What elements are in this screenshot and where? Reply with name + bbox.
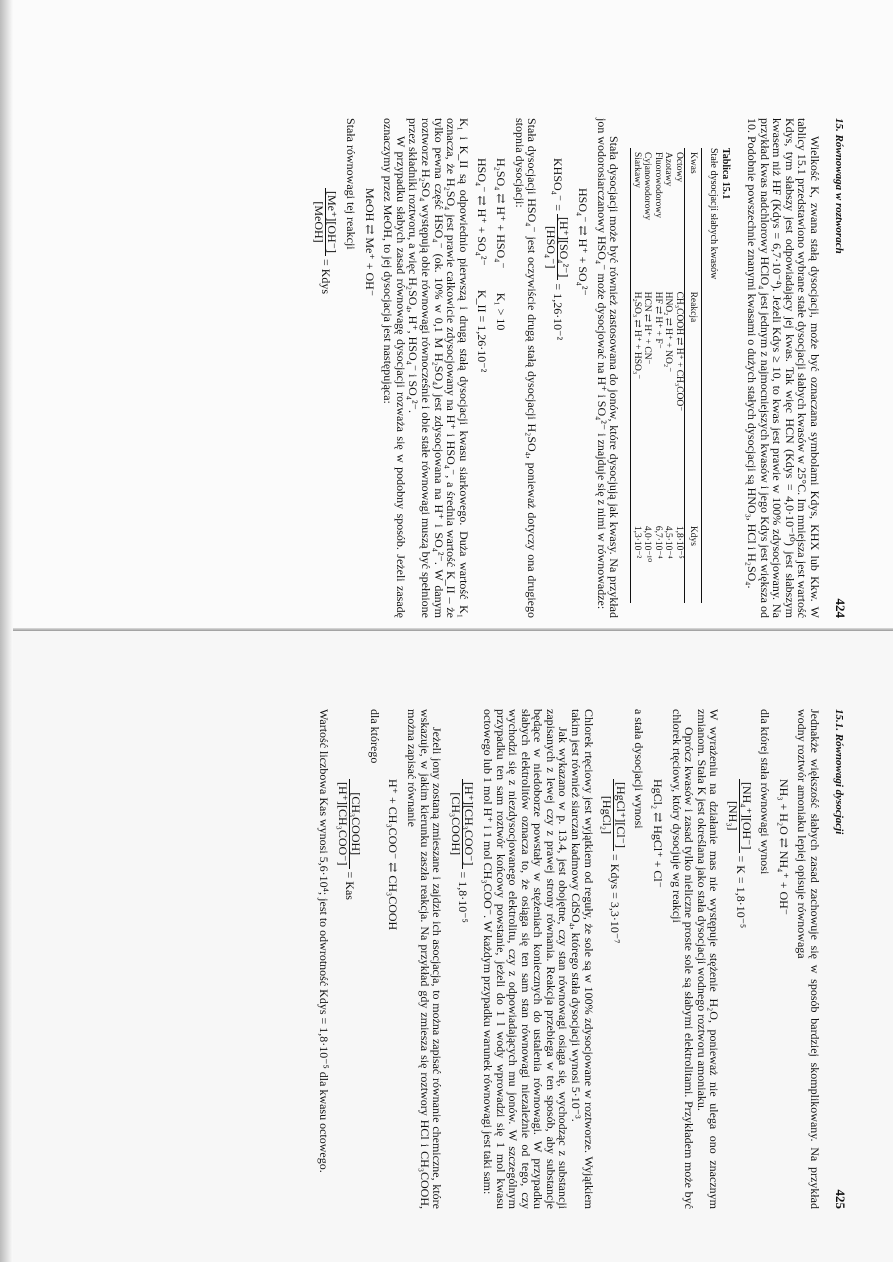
- table-cell: Cyjanowodorowy: [642, 152, 653, 221]
- eq-rhs: = Kas: [343, 871, 358, 900]
- table-cell: HF ⇄ H⁺ + F⁻: [652, 291, 663, 349]
- equation: HgCl₂ ⇄ HgCl⁺ + Cl⁻: [651, 779, 666, 889]
- fraction: [601, 779, 627, 851]
- denominator: [HSO₄⁻]: [543, 225, 558, 269]
- table-cell: 4,0·10⁻¹⁰: [642, 525, 653, 563]
- dissociation-constants-table: [630, 148, 702, 603]
- equation-fraction: [726, 709, 752, 1209]
- table-cell: Siarkawy: [631, 148, 642, 288]
- equation: HSO₄⁻ ⇄ H⁺ + SO₄²⁻: [575, 188, 590, 296]
- equation-fraction: [336, 709, 362, 1209]
- paragraph: W przypadku słabych zasad równowagę dysocjacji rozważa się w podobny sposób. Jeżeli zasadę oznaczymy przez MeOH, to jej dysocjacja jest następująca:: [381, 118, 408, 618]
- table-row: [652, 148, 663, 603]
- numerator: [HgCl⁺][Cl⁻]: [613, 779, 627, 851]
- numerator: [Me⁺][OH⁻]: [325, 188, 339, 256]
- denominator: [HgCl₂]: [600, 795, 615, 835]
- table-cell: Azotawy: [663, 152, 674, 187]
- eq-part: K_II = 1,26·10⁻²: [475, 289, 490, 373]
- right-page: [0, 631, 893, 1262]
- table-cell: Octowy: [673, 152, 684, 183]
- eq-rhs: = 1,8·10⁻⁵: [456, 871, 471, 923]
- paragraph: Jeżeli jony zostaną zmieszane i zajdzie ich asocjacja, to można zapisać równanie chemiczne, które wskazuje, w jakim kierunku zaszła reakcja. Na przykład gdy zmiesza się roztwory HCl i CH₃COOH, można zapisać równanie: [404, 709, 445, 1209]
- numerator: [H⁺][CH₃COO⁻]: [462, 779, 476, 869]
- table-header-row: [684, 148, 702, 603]
- eq-part: H₂SO₄ ⇄ H⁺ + HSO₄⁻: [494, 158, 508, 269]
- paragraph: dla którego: [367, 709, 382, 764]
- eq-lhs: KHSO₄⁻ =: [551, 158, 566, 211]
- equation-fraction: [601, 709, 627, 1209]
- right-running-head: [833, 709, 848, 1209]
- table-cell: 4,5·10⁻⁴: [663, 525, 674, 559]
- left-page-number: 424: [833, 598, 848, 618]
- left-text-column: [306, 118, 821, 618]
- paragraph: a stała dysocjacji wynosi: [632, 709, 647, 829]
- paragraph: Stała dysocjacji może być również zastosowana do jonów, które dysocjują jak kwasy. Na przykład jon wodorosiarczanowy HSO₄⁻ może dysocjować na H⁺ i SO₄²⁻ i znajduje się z nimi w równowadze:: [594, 118, 622, 618]
- table-row: [673, 148, 684, 603]
- paragraph: Jednakże większość słabych zasad zachowuje się w sposób bardziej skomplikowany. Na przykład wodny roztwór amoniaku lepiej opisuje równowaga: [795, 709, 822, 1209]
- eq-rhs: = K = 1,8·10⁻⁵: [733, 855, 748, 929]
- table-cell: CH₃COOH ⇄ H⁺ + CH₃COO⁻: [673, 291, 684, 412]
- paragraph: Stała równowagi tej reakcji: [344, 118, 359, 250]
- equation-fraction: [544, 118, 570, 618]
- equation: H⁺ + CH₃COO⁻ ⇄ CH₃COOH: [386, 779, 401, 931]
- paragraph: Wartość liczbowa Kas wynosi 5,6·10⁴; jest to odwrotność Kdys = 1,8·10⁻⁵ dla kwasu octowego.: [317, 709, 331, 1173]
- equation-fraction: [312, 118, 338, 618]
- eq-rhs: = 1,26·10⁻²: [551, 283, 566, 341]
- paragraph: dla której stała równowagi wynosi: [758, 709, 773, 875]
- col-header-reaction: Reakcja: [684, 288, 702, 522]
- eq-rhs: = Kdys: [319, 258, 334, 295]
- fraction: [312, 188, 338, 256]
- equation: [476, 118, 489, 618]
- left-running-head: [833, 118, 848, 618]
- numerator: [H⁺][SO₄²⁻]: [557, 214, 571, 280]
- fraction: [336, 779, 362, 869]
- fraction: [449, 779, 475, 869]
- paragraph: Oprócz kwasów i zasad tylko nieliczne proste sole są słabymi elektrolitami. Przykładem może być chlorek rtęciowy, który dysocjuje wg reakcji: [669, 709, 697, 1209]
- table-cell: 6,7·10⁻⁴: [652, 525, 663, 559]
- denominator: [H⁺][CH₃COO⁻]: [335, 782, 350, 866]
- right-page-number: 425: [833, 1189, 848, 1209]
- paragraph: Chlorek rtęciowy jest wyjątkiem od reguły, że sole są w 100% zdysocjowane w roztworze. Wyjątkiem takim jest również siarczan kadmowy CdSO₄, którego stała dysocjacji wynosi 5·10⁻³.: [569, 709, 596, 1209]
- table-cell: HCN ⇄ H⁺ + CN⁻: [642, 291, 653, 365]
- eq-part: HSO₄⁻ ⇄ H⁺ + SO₄²⁻: [475, 158, 490, 266]
- equation: [494, 118, 507, 618]
- table-row: [631, 148, 642, 603]
- table-cell: Fluorowodorowy: [652, 152, 663, 218]
- denominator: [NH₃]: [726, 800, 741, 831]
- paragraph: Wielkość K, zwana stałą dysocjacji, może być oznaczana symbolami Kdys, KHX lub Kkw. W tablicy 15.1 przedstawiono wybrane stałe dysocjacji słabych kwasów w 25°C. Im mniejsza jest wartość Kdys, tym słabszy jest odpowiadający jej kwas. Tak więc HCN (Kdys = 4,0·10⁻¹⁰) jest słabszym kwasem niż HF (Kdys = 6,7·10⁻⁴). Jeżeli Kdys ≥ 10, to kwas jest prawie w 100% zdysocjowany. Na przykład kwas nadchlorowy HClO₄ jest jednym z najmocniejszych kwasów i jego Kdys jest większa od 10. Podobnie powszechnie znanymi kwasami o dużych stałych dysocjacji są HNO₃, HCl i H₂SO₄.: [745, 118, 822, 618]
- table-cell: HNO₂ ⇄ H⁺ + NO₂⁻: [663, 291, 674, 373]
- right-section-title: 15.1. Równowagi dysocjacji: [833, 709, 845, 835]
- equation: MeOH ⇄ Me⁺ + OH⁻: [362, 188, 377, 297]
- eq-part: K₁ > 10: [494, 292, 508, 331]
- table-row: [663, 148, 674, 603]
- fraction: [726, 779, 752, 853]
- right-text-column: [317, 709, 821, 1209]
- table-subtitle: Stałe dysocjacji słabych kwasów: [707, 148, 719, 280]
- table-row: [642, 148, 653, 603]
- eq-rhs: = Kdys = 3,3·10⁻⁷: [608, 854, 623, 944]
- denominator: [CH₃COOH]: [448, 792, 463, 856]
- numerator: [CH₃COOH]: [349, 779, 363, 869]
- paragraph: Stała dysocjacji HSO₄⁻ jest oczywiście drugą stałą dysocjacji H₂SO₄, ponieważ dotyczy ona drugiego stopnia dysocjacji:: [512, 118, 540, 618]
- equation-fraction: [449, 709, 475, 1209]
- fraction: [544, 214, 570, 280]
- paragraph: Jak wykazano w p. 13.4, jest obojętne, czy stan równowagi osiąga się, wychodząc z substancji zapisanych z lewej czy z prawej strony równania. Reakcja przebiega w ten sposób, aby substancje będące w niedoborze powstały w stężeniach koniecznych do ustalenia równowagi. W przypadku słabych elektrolitów oznacza to, że osiąga się ten sam stan równowagi niezależnie od tego, czy wychodzi się z niezdysocjowanego elektrolitu, czy z odpowiadających mu jonów. W szczególnym przypadku ten sam roztwór końcowy powstanie, jeżeli do 1 l wody wprowadzi się 1 mol kwasu octowego lub 1 mol H⁺ i 1 mol CH₃COO⁻. W każdym przypadku warunek równowagi jest taki sam:: [480, 709, 571, 1209]
- denominator: [MeOH]: [311, 201, 326, 243]
- paragraph: W wyrażeniu na działanie mas nie występuje stężenie H₂O, ponieważ nie ulega ono znacznym zmianom. Stała K jest określana jako stała dysocjacji wodnego roztworu amoniaku.: [694, 709, 722, 1209]
- table-cell: H₂SO₃ ⇄ H⁺ + HSO₃⁻: [631, 288, 642, 522]
- col-header-kdys: Kdys: [684, 522, 702, 603]
- equation: NH₃ + H₂O ⇄ NH₄⁺ + OH⁻: [776, 779, 791, 916]
- paragraph: K₁ i K_II są odpowiednio pierwszą i drugą stałą dysocjacji kwasu siarkowego. Duża wartość K₁ oznacza, że H₂SO₄ jest prawie całkowicie zdysocjowany na H⁺ i HSO₄⁻, a średnia wartość K_II – że tylko pewna część HSO₄⁻ (ok. 10% w 0,1 M H₂SO₄) jest zdysocjowana na H⁺ i SO₄²⁻. W danym roztworze H₂SO₄ występują obie równowagi równocześnie i obie stałe równowagi muszą być spełnione przez składniki roztworu, a więc H₂SO₄, H⁺, HSO₄⁻ i SO₄²⁻.: [406, 118, 471, 618]
- scan-shadow-bottom: [0, 0, 13, 1262]
- col-header-acid: Kwas: [684, 148, 702, 288]
- table-cell: 1,8·10⁻⁵: [673, 525, 684, 559]
- left-section-title: 15. Równowaga w roztworach: [833, 118, 845, 254]
- table-title: Tablica 15.1: [720, 148, 732, 200]
- numerator: [NH₄⁺][OH⁻]: [739, 779, 753, 853]
- table-cell: 1,3·10⁻²: [631, 522, 642, 603]
